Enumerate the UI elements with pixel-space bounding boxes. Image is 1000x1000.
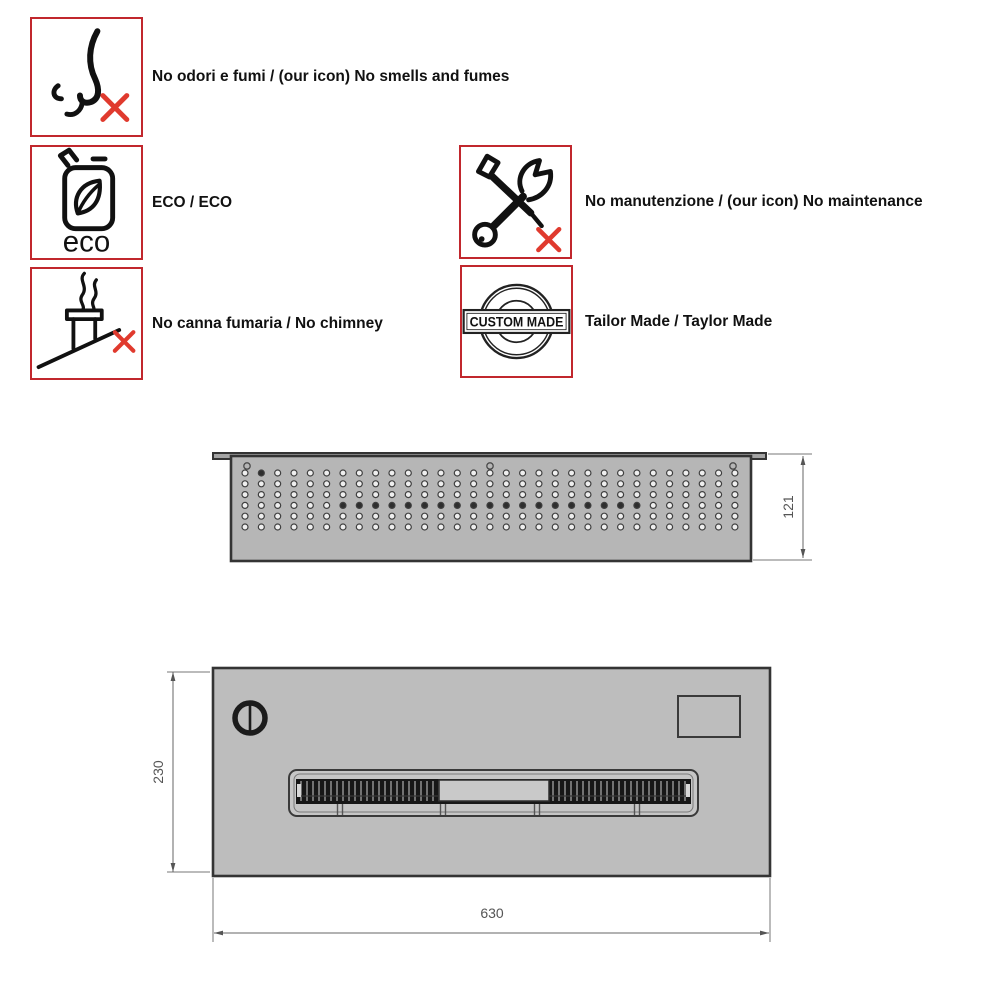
red-cross-icon — [538, 229, 559, 250]
front-view-drawing — [140, 650, 860, 960]
front-view-width-dimension: 630 — [480, 905, 504, 921]
no-chimney-icon-box — [30, 267, 143, 380]
red-cross-icon — [115, 332, 134, 351]
top-view-height-dimension: 121 — [780, 495, 796, 519]
eco-icon-text: eco — [62, 225, 111, 258]
no-smells-icon-box — [30, 17, 143, 137]
no-smells-label: No odori e fumi / (our icon) No smells and fumes — [152, 68, 510, 85]
chimney-icon — [32, 269, 141, 378]
tailor-made-icon-box — [460, 265, 573, 378]
red-cross-icon — [103, 96, 127, 120]
no-maintenance-label: No manutenzione / (our icon) No maintenance — [585, 193, 923, 210]
no-maintenance-icon-box — [459, 145, 572, 259]
tailor-made-label: Tailor Made / Taylor Made — [585, 312, 773, 330]
front-view-height-dimension: 230 — [150, 760, 166, 784]
tools-icon — [461, 147, 570, 257]
nose-icon — [32, 19, 141, 135]
top-view-drawing — [160, 440, 840, 580]
eco-icon-box — [30, 145, 143, 260]
custom-made-text: CUSTOM MADE — [469, 314, 564, 331]
eco-label: ECO / ECO — [152, 193, 233, 211]
no-chimney-label: No canna fumaria / No chimney — [152, 314, 383, 332]
custom-made-stamp-icon — [462, 267, 571, 376]
eco-can-icon — [32, 147, 141, 258]
